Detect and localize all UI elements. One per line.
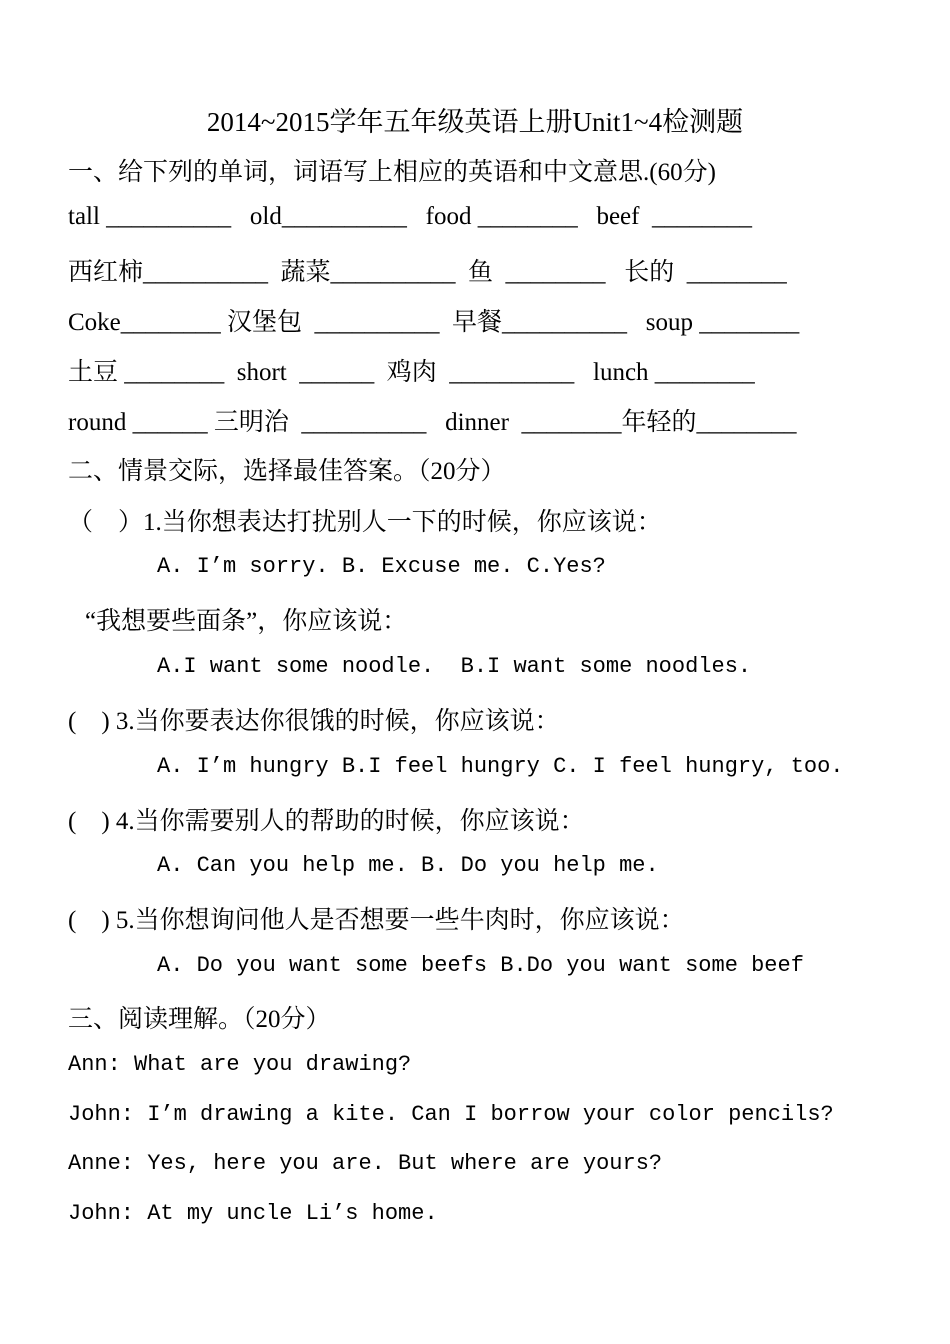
question-1: （ ）1.当你想表达打扰别人一下的时候，你应该说： xyxy=(68,509,662,536)
vocab-row-5: round ______ 三明治 __________ dinner ________年轻的________ xyxy=(68,409,797,436)
dialog-line-3: Anne: Yes, here you are. But where are yours? xyxy=(68,1151,663,1176)
answer-4: A. Can you help me. B. Do you help me. xyxy=(157,853,659,878)
section3-heading: 三、阅读理解。（20分） xyxy=(68,1006,331,1033)
vocab-row-4: 土豆 ________ short ______ 鸡肉 __________ lunch ________ xyxy=(68,359,755,386)
question-2: “我想要些面条”，你应该说： xyxy=(85,608,408,635)
dialog-line-1: Ann: What are you drawing? xyxy=(68,1052,412,1077)
section2-heading: 二、情景交际，选择最佳答案。（20分） xyxy=(68,458,506,485)
vocab-row-2: 西红柿__________ 蔬菜__________ 鱼 ________ 长的 ________ xyxy=(68,259,787,286)
page-title: 2014~2015学年五年级英语上册Unit1~4检测题 xyxy=(206,107,744,137)
answer-2: A.I want some noodle. B.I want some noodles. xyxy=(157,654,752,679)
answer-1: A. I’m sorry. B. Excuse me. C.Yes? xyxy=(157,554,606,579)
vocab-row-1: tall __________ old__________ food ________ beef ________ xyxy=(68,203,752,230)
vocab-row-3: Coke________ 汉堡包 __________ 早餐__________ soup ________ xyxy=(68,309,800,336)
question-4: ( ) 4.当你需要别人的帮助的时候，你应该说： xyxy=(68,808,585,835)
dialog-line-4: John: At my uncle Li’s home. xyxy=(68,1201,438,1226)
section1-heading: 一、给下列的单词，词语写上相应的英语和中文意思.(60分) xyxy=(68,159,716,186)
answer-5: A. Do you want some beefs B.Do you want some beef xyxy=(157,953,804,978)
question-5: ( ) 5.当你想询问他人是否想要一些牛肉时，你应该说： xyxy=(68,907,685,934)
dialog-line-2: John: I’m drawing a kite. Can I borrow your color pencils? xyxy=(68,1102,834,1127)
question-3: ( ) 3.当你要表达你很饿的时候，你应该说： xyxy=(68,708,560,735)
answer-3: A. I’m hungry B.I feel hungry C. I feel hungry, too. xyxy=(157,754,844,779)
